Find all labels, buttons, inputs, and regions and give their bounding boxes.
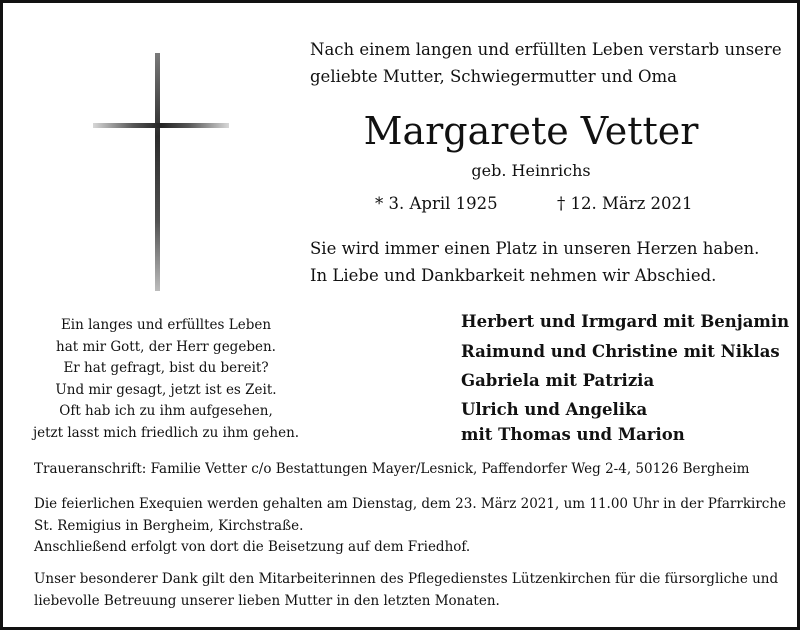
poem-line: hat mir Gott, der Herr gegeben. <box>56 338 276 355</box>
poem-line: Und mir gesagt, jetzt ist es Zeit. <box>55 381 277 398</box>
family-member: Raimund und Christine mit Niklas <box>461 341 780 361</box>
intro-line-1: Nach einem langen und erfüllten Leben verstarb unsere <box>310 40 782 59</box>
exequies-info <box>34 494 789 559</box>
poem-line: Oft hab ich zu ihm aufgesehen, <box>59 403 273 419</box>
intro-text <box>310 36 790 90</box>
poem-line: Ein langes und erfülltes Leben <box>60 317 272 333</box>
poem <box>23 315 309 444</box>
poem-line: Er hat gefragt, bist du bereit? <box>63 360 269 376</box>
intro-line-2: geliebte Mutter, Schwiegermutter und Oma <box>310 67 678 86</box>
farewell-text <box>310 235 790 289</box>
thanks-line-1: Unser besonderer Dank gilt den Mitarbeiterinnen des Pflegedienstes Lützenkirchen für die fürsorgliche und <box>34 571 779 587</box>
family-member: mit Thomas und Marion <box>461 424 685 444</box>
family-member: Gabriela mit Patrizia <box>461 371 655 390</box>
family-member: Herbert und Irmgard mit Benjamin <box>461 312 790 331</box>
mourning-address <box>34 459 789 481</box>
thanks-line-2: liebevolle Betreuung unserer lieben Mutter in den letzten Monaten. <box>34 592 500 609</box>
maiden-name: geb. Heinrichs <box>471 161 591 180</box>
cross-icon <box>93 53 229 291</box>
cross-horizontal-beam <box>93 123 229 128</box>
farewell-line-1: Sie wird immer einen Platz in unseren Herzen haben. <box>310 239 760 258</box>
poem-line: jetzt lasst mich friedlich zu ihm gehen. <box>32 424 300 441</box>
family-member: Ulrich und Angelika <box>461 399 648 419</box>
family-signatures <box>461 307 791 446</box>
exequies-line-3: Anschließend erfolgt von dort die Beisetzung auf dem Friedhof. <box>34 539 471 555</box>
cross-vertical-beam <box>155 53 160 291</box>
birth-date: * 3. April 1925 <box>375 194 498 213</box>
mourning-address-line: Traueranschrift: Familie Vetter c/o Bestattungen Mayer/Lesnick, Paffendorfer Weg 2-4, 50126 Bergheim <box>34 461 750 477</box>
exequies-line-1: Die feierlichen Exequien werden gehalten am Dienstag, dem 23. März 2021, um 11.00 Uhr in der Pfarrkirche <box>34 496 787 512</box>
farewell-line-2: In Liebe und Dankbarkeit nehmen wir Abschied. <box>310 266 717 285</box>
deceased-name: Margarete Vetter <box>363 109 699 153</box>
exequies-line-2: St. Remigius in Bergheim, Kirchstraße. <box>34 517 304 534</box>
death-date: † 12. März 2021 <box>557 194 693 213</box>
thanks-note <box>34 569 789 612</box>
